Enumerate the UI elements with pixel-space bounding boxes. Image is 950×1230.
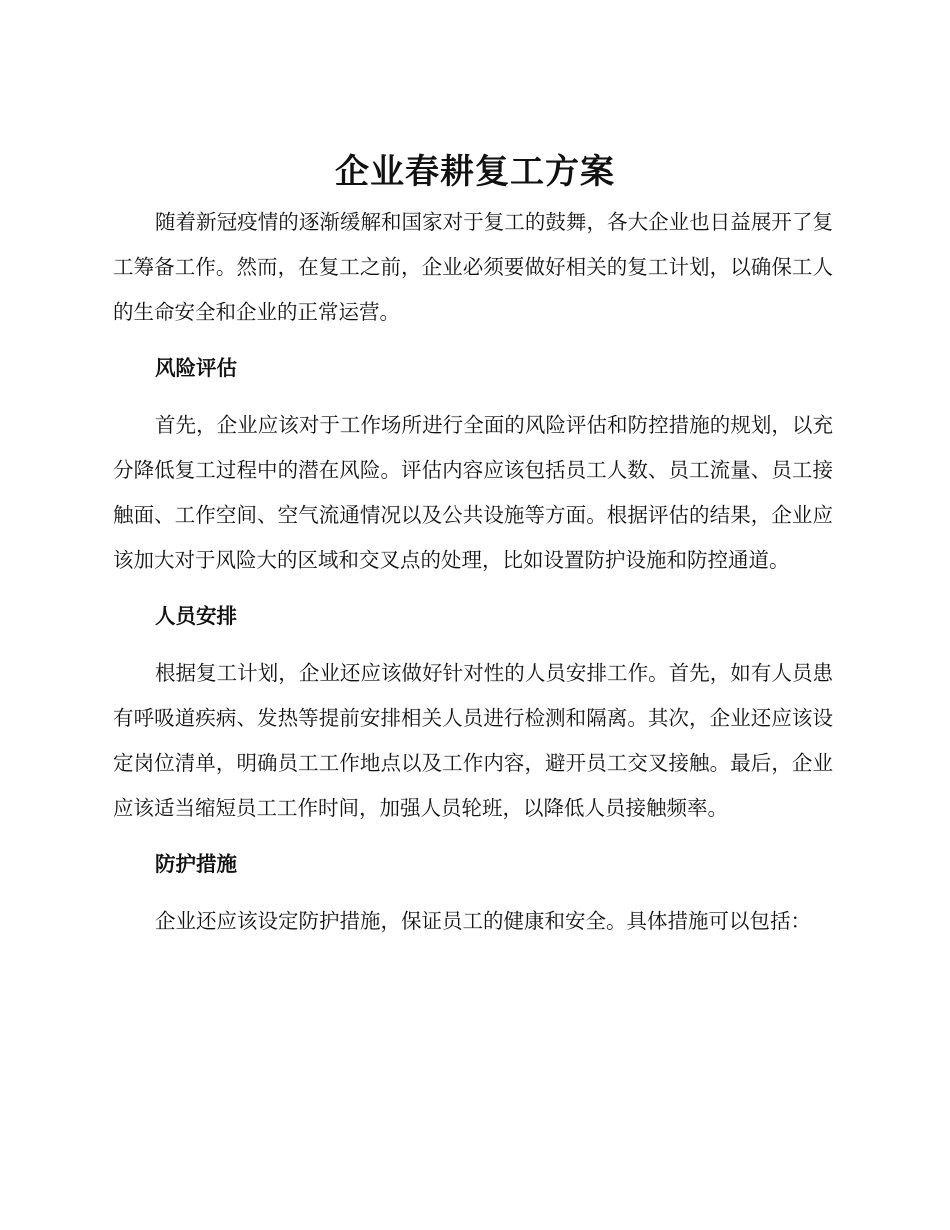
document-body	[113, 200, 833, 944]
section-paragraph: 首先，企业应该对于工作场所进行全面的风险评估和防控措施的规划，以充分降低复工过程中的潜在风险。评估内容应该包括员工人数、员工流量、员工接触面、工作空间、空气流通情况以及公共设施等方面。根据评估的结果，企业应该加大对于风险大的区域和交叉点的处理，比如设置防护设施和防控通道。	[113, 413, 833, 572]
section-heading: 风险评估	[155, 356, 237, 381]
section-heading: 人员安排	[155, 604, 237, 629]
section-paragraph: 企业还应该设定防护措施，保证员工的健康和安全。具体措施可以包括：	[155, 909, 811, 934]
section-protective-measures	[113, 842, 833, 944]
section-heading: 防护措施	[155, 852, 237, 877]
intro-paragraph: 随着新冠疫情的逐渐缓解和国家对于复工的鼓舞，各大企业也日益展开了复工筹备工作。然而，在复工之前，企业必须要做好相关的复工计划，以确保工人的生命安全和企业的正常运营。	[113, 210, 833, 324]
document-title: 企业春耕复工方案	[335, 152, 615, 192]
section-paragraph: 根据复工计划，企业还应该做好针对性的人员安排工作。首先，如有人员患有呼吸道疾病、发热等提前安排相关人员进行检测和隔离。其次，企业还应该设定岗位清单，明确员工工作地点以及工作内容，避开员工交叉接触。最后，企业应该适当缩短员工工作时间，加强人员轮班，以降低人员接触频率。	[113, 661, 833, 820]
section-staff-arrangement	[113, 594, 833, 830]
section-risk-assessment	[113, 346, 833, 582]
